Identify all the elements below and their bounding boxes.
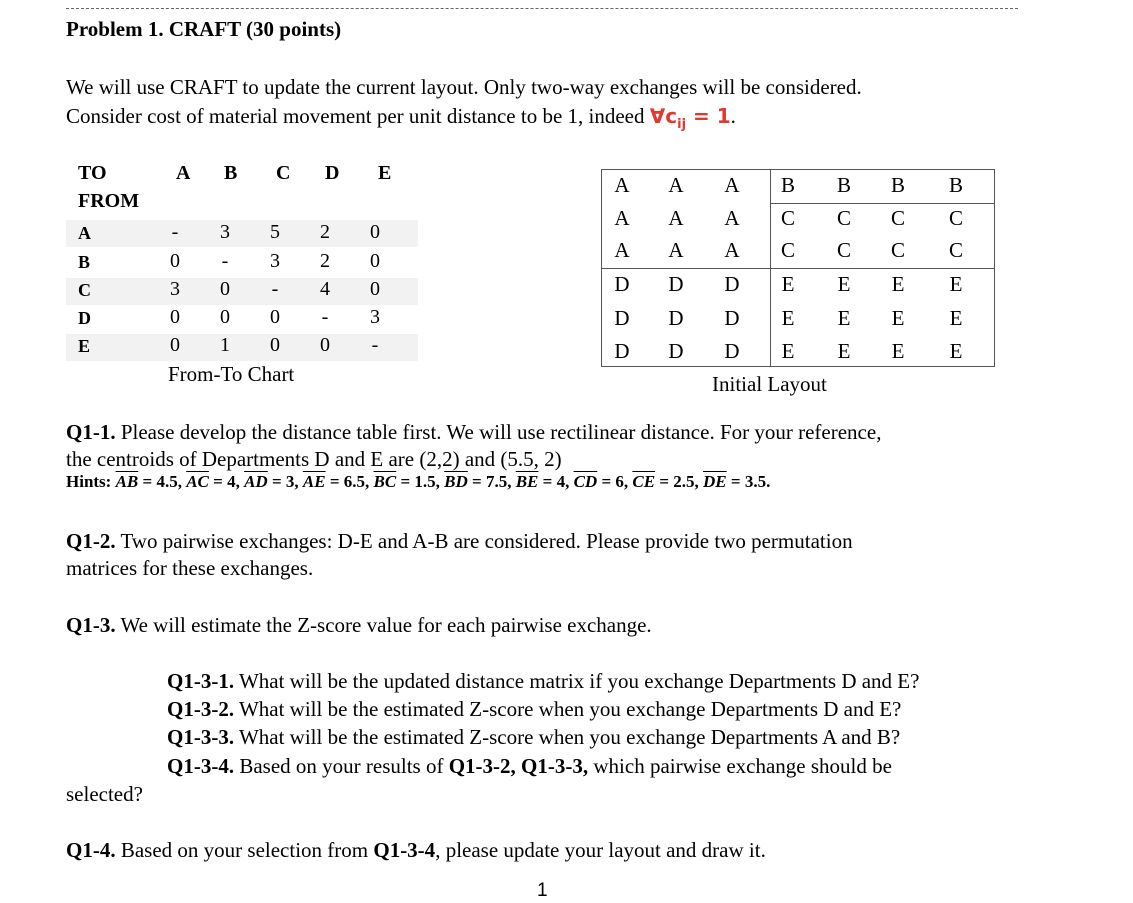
- layout-cell: D: [724, 272, 740, 296]
- q1-2-line-2: matrices for these exchanges.: [66, 556, 314, 580]
- layout-cell: D: [614, 306, 630, 330]
- layout-cell: C: [948, 238, 963, 262]
- ft-cell: 0: [370, 250, 380, 272]
- hint-pair: $\overline{BE}$: [515, 472, 539, 491]
- layout-cell: D: [668, 306, 684, 330]
- ft-cell: 0: [370, 221, 380, 243]
- layout-cell: A: [668, 238, 684, 262]
- ft-cell: 4: [320, 278, 330, 300]
- q1-3-2: [167, 695, 901, 723]
- layout-cell: E: [781, 272, 795, 296]
- q1-1-line-1: [66, 418, 881, 446]
- layout-cell: E: [891, 306, 905, 330]
- layout-cell: E: [781, 339, 795, 363]
- hint-pair: $\overline{AB}$: [115, 472, 139, 491]
- ft-col-header: B: [224, 162, 238, 184]
- hint-value: = 3,: [267, 472, 303, 491]
- q1-3-1-text: What will be the updated distance matrix if you exchange Departments D and E?: [234, 669, 920, 693]
- ft-from-label: FROM: [78, 190, 140, 212]
- intro-line-1: We will use CRAFT to update the current layout. Only two-way exchanges will be considered.: [66, 75, 862, 99]
- hint-pair: $\overline{AD}$: [244, 472, 268, 491]
- ft-cell: 2: [320, 221, 330, 243]
- layout-cell: E: [949, 339, 963, 363]
- q1-3-text: We will estimate the Z-score value for each pairwise exchange.: [115, 613, 652, 637]
- ft-row-label: D: [78, 308, 91, 328]
- ft-col-header: D: [325, 162, 340, 184]
- layout-cell: D: [724, 306, 740, 330]
- layout-cell: A: [668, 206, 684, 230]
- intro-period: .: [730, 104, 736, 128]
- hint-value: = 2.5,: [655, 472, 704, 491]
- q1-3-3-label: Q1-3-3.: [167, 725, 235, 749]
- layout-cell: A: [668, 173, 684, 197]
- q1-3: [66, 611, 652, 639]
- layout-cell: A: [614, 238, 630, 262]
- hint-pair: $\overline{CE}$: [632, 472, 656, 491]
- hint-pair: $\overline{BD}$: [444, 472, 468, 491]
- ft-cell: 0: [170, 250, 180, 272]
- hints-label: Hints:: [66, 472, 116, 491]
- cost-subscript: ij: [677, 117, 687, 132]
- ft-cell: 5: [270, 221, 280, 243]
- q1-3-3: [167, 723, 900, 751]
- layout-cell: D: [614, 339, 630, 363]
- layout-cell: C: [780, 206, 795, 230]
- ft-cell: -: [171, 221, 179, 243]
- initial-layout-grid: [601, 169, 995, 367]
- layout-caption: Initial Layout: [712, 372, 827, 396]
- q1-3-4-refs: Q1-3-2, Q1-3-3,: [448, 754, 589, 778]
- layout-cell: C: [890, 238, 905, 262]
- ft-cell: 0: [170, 334, 180, 356]
- layout-cell: B: [780, 173, 795, 197]
- layout-cell: C: [780, 238, 795, 262]
- hint-pair: $\overline{BC}$: [373, 472, 397, 491]
- top-dashed-rule: [66, 8, 1018, 9]
- ft-row-label: A: [78, 223, 91, 243]
- q1-3-4-text-post: which pairwise exchange should be: [588, 754, 892, 778]
- q1-3-2-text: What will be the estimated Z-score when you exchange Departments D and E?: [234, 697, 902, 721]
- cost-symbol: ∀c: [649, 104, 678, 128]
- layout-cell: C: [836, 206, 851, 230]
- q1-1-label: Q1-1.: [66, 420, 116, 444]
- q1-4-label: Q1-4.: [66, 838, 116, 862]
- q1-3-2-label: Q1-3-2.: [167, 697, 235, 721]
- q1-4-text-post: , please update your layout and draw it.: [435, 838, 766, 862]
- q1-3-4-label: Q1-3-4.: [167, 754, 235, 778]
- layout-cell: E: [781, 306, 795, 330]
- layout-cell: E: [891, 339, 905, 363]
- q1-3-label: Q1-3.: [66, 613, 116, 637]
- hint-value: = 6.5,: [325, 472, 374, 491]
- layout-cell: E: [949, 272, 963, 296]
- cost-equals: = 1: [686, 104, 731, 128]
- ft-cell: -: [321, 306, 329, 328]
- hint-value: = 7.5,: [467, 472, 516, 491]
- ft-col-header: E: [378, 162, 392, 184]
- layout-cell: C: [948, 206, 963, 230]
- ft-col-header: C: [276, 162, 291, 184]
- hint-pair: $\overline{AC}$: [186, 472, 209, 491]
- layout-cell: D: [724, 339, 740, 363]
- ft-cell: -: [271, 278, 279, 300]
- q1-1-hints: [66, 472, 770, 492]
- hint-pair: $\overline{DE}$: [703, 472, 727, 491]
- ft-cell: 0: [270, 334, 280, 356]
- ft-cell: -: [371, 334, 379, 356]
- q1-2-line-1: [66, 527, 853, 555]
- q1-3-1-label: Q1-3-1.: [167, 669, 235, 693]
- hint-pair: $\overline{CD}$: [573, 472, 598, 491]
- layout-cell: C: [890, 206, 905, 230]
- ft-caption: From-To Chart: [168, 362, 295, 386]
- layout-cell: D: [668, 339, 684, 363]
- hint-value: = 4,: [208, 472, 245, 491]
- layout-cell: A: [614, 206, 630, 230]
- ft-col-header: A: [176, 162, 191, 184]
- hint-value: = 4,: [538, 472, 574, 491]
- ft-row-label: C: [78, 280, 91, 300]
- layout-cell: E: [891, 272, 905, 296]
- layout-cell: E: [837, 306, 851, 330]
- ft-cell: 1: [220, 334, 230, 356]
- problem-title: Problem 1. CRAFT (30 points): [66, 17, 342, 41]
- hint-pair: $\overline{AE}$: [302, 472, 326, 491]
- ft-cell: 3: [270, 250, 280, 272]
- q1-4-ref: Q1-3-4: [373, 838, 436, 862]
- layout-cell: C: [836, 238, 851, 262]
- layout-cell: B: [836, 173, 851, 197]
- layout-cell: E: [949, 306, 963, 330]
- layout-cell: E: [837, 272, 851, 296]
- layout-cell: E: [837, 339, 851, 363]
- layout-cell: A: [724, 206, 740, 230]
- grid-divider-mid: [602, 268, 995, 269]
- ft-cell: 0: [220, 278, 230, 300]
- ft-cell: 0: [320, 334, 330, 356]
- ft-cell: 0: [270, 306, 280, 328]
- q1-2-label: Q1-2.: [66, 529, 116, 553]
- ft-cell: 3: [170, 278, 180, 300]
- ft-cell: 2: [320, 250, 330, 272]
- layout-cell: A: [724, 238, 740, 262]
- q1-3-1: [167, 667, 919, 695]
- ft-row-label: E: [78, 336, 91, 356]
- hint-value: = 4.5,: [138, 472, 187, 491]
- q1-3-4-text-pre: Based on your results of: [234, 754, 449, 778]
- hint-value: = 1.5,: [396, 472, 445, 491]
- layout-cell: B: [948, 173, 963, 197]
- q1-4: [66, 836, 766, 864]
- q1-3-4-line-2: selected?: [66, 782, 143, 806]
- hint-value: = 6,: [597, 472, 633, 491]
- intro-line-2-text: Consider cost of material movement per unit distance to be 1, indeed: [66, 104, 650, 128]
- layout-cell: D: [614, 272, 630, 296]
- cost-formula: [649, 104, 731, 132]
- q1-2-text: Two pairwise exchanges: D-E and A-B are considered. Please provide two permutation: [115, 529, 853, 553]
- layout-cell: A: [614, 173, 630, 197]
- q1-3-4: [167, 752, 892, 780]
- layout-cell: B: [890, 173, 905, 197]
- q1-1-text: Please develop the distance table first. We will use rectilinear distance. For your reference,: [115, 420, 882, 444]
- q1-1-line-2: the centroids of Departments D and E are (2,2) and (5.5, 2): [66, 447, 562, 471]
- page-number: 1: [537, 880, 548, 901]
- q1-3-3-text: What will be the estimated Z-score when you exchange Departments A and B?: [234, 725, 901, 749]
- layout-cell: D: [668, 272, 684, 296]
- ft-cell: 3: [370, 306, 380, 328]
- grid-divider-bc: [770, 203, 995, 204]
- ft-cell: 0: [220, 306, 230, 328]
- ft-cell: 0: [370, 278, 380, 300]
- q1-4-text-pre: Based on your selection from: [115, 838, 374, 862]
- ft-to-label: TO: [78, 162, 107, 184]
- layout-cell: A: [724, 173, 740, 197]
- ft-cell: -: [221, 250, 229, 272]
- hint-value: = 3.5.: [726, 472, 771, 491]
- ft-row-label: B: [78, 252, 91, 272]
- ft-cell: 0: [170, 306, 180, 328]
- intro-line-2: [66, 102, 736, 139]
- ft-cell: 3: [220, 221, 230, 243]
